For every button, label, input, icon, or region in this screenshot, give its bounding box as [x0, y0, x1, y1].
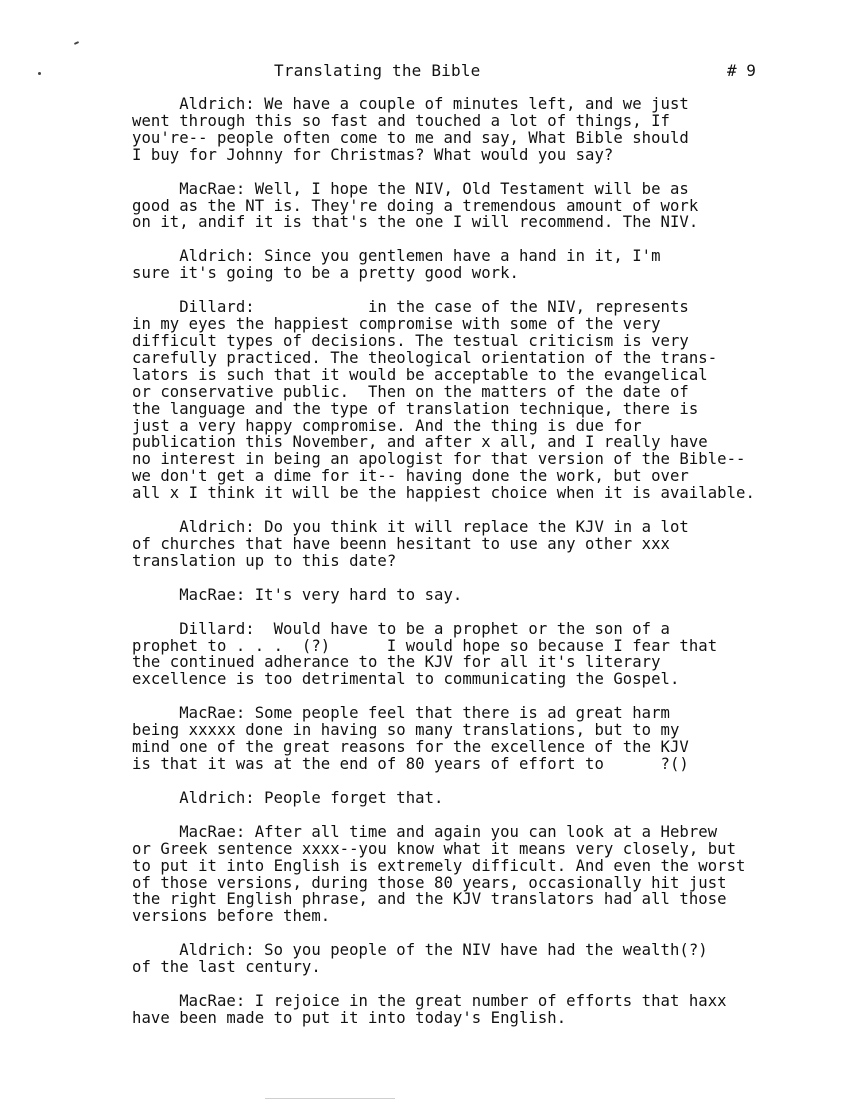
paragraph: [132, 587, 832, 604]
text-line: lators is such that it would be acceptable to the evangelical: [132, 365, 708, 384]
text-line: Aldrich: Since you gentlemen have a hand in it, I'm: [132, 247, 661, 266]
text-line: the continued adherance to the KJV for all it's literary: [132, 653, 661, 672]
text-line: on it, andif it is that's the one I will recommend. The NIV.: [132, 213, 699, 232]
text-line: MacRae: After all time and again you can look at a Hebrew: [132, 822, 718, 841]
text-line: being xxxxx done in having so many translations, but to my: [132, 721, 680, 740]
text-line: excellence is too detrimental to communicating the Gospel.: [132, 670, 680, 689]
text-line: is that it was at the end of 80 years of effort to ?(): [132, 755, 689, 773]
text-line: you're-- people often come to me and say, What Bible should: [132, 128, 689, 147]
text-line: we don't get a dime for it-- having done the work, but over: [132, 467, 689, 486]
text-line: went through this so fast and touched a lot of things, If: [132, 111, 670, 130]
text-line: difficult types of decisions. The testual criticism is very: [132, 331, 689, 350]
text-line: no interest in being an apologist for that version of the Bible--: [132, 450, 746, 469]
text-line: in my eyes the happiest compromise with some of the very: [132, 315, 661, 334]
text-line: sure it's going to be a pretty good work.: [132, 264, 519, 283]
paragraph: [132, 519, 832, 570]
text-line: or conservative public. Then on the matters of the date of: [132, 382, 689, 401]
text-line: publication this November, and after x all, and I really have: [132, 433, 708, 452]
text-line: I buy for Johnny for Christmas? What would you say?: [132, 145, 614, 164]
text-line: prophet to . . . (?) I would hope so because I fear that: [132, 636, 718, 655]
paragraph: [132, 96, 832, 164]
paragraph: [132, 621, 832, 689]
text-line: good as the NT is. They're doing a tremendous amount of work: [132, 196, 699, 215]
text-line: carefully practiced. The theological orientation of the trans-: [132, 348, 718, 367]
text-line: all x I think it will be the happiest choice when it is available.: [132, 484, 755, 503]
text-line: Aldrich: So you people of the NIV have had the wealth(?): [132, 941, 708, 960]
text-line: the right English phrase, and the KJV translators had all those: [132, 890, 727, 909]
text-line: Aldrich: We have a couple of minutes left, and we just: [132, 95, 689, 113]
text-line: Aldrich: Do you think it will replace the KJV in a lot: [132, 518, 689, 537]
text-line: Dillard: in the case of the NIV, represents: [132, 298, 689, 317]
text-line: MacRae: Some people feel that there is ad great harm: [132, 704, 670, 723]
paragraph: [132, 181, 832, 232]
stray-mark: [74, 41, 79, 45]
page-title: Translating the Bible: [274, 61, 481, 80]
text-line: of churches that have beenn hesitant to use any other xxx: [132, 534, 670, 553]
text-line: have been made to put it into today's English.: [132, 1008, 567, 1027]
text-line: mind one of the great reasons for the excellence of the KJV: [132, 738, 689, 757]
text-line: of those versions, during those 80 years, occasionally hit just: [132, 873, 727, 892]
text-line: to put it into English is extremely difficult. And even the worst: [132, 856, 746, 875]
text-line: the language and the type of translation technique, there is: [132, 399, 699, 418]
paragraph: [132, 248, 832, 282]
paragraph: [132, 942, 832, 976]
paragraph: [132, 790, 832, 807]
page-number: # 9: [727, 61, 756, 80]
text-line: translation up to this date?: [132, 551, 397, 570]
footer-smudge: [265, 1098, 395, 1099]
text-line: Aldrich: People forget that.: [132, 788, 444, 807]
paragraph: [132, 299, 832, 502]
text-line: just a very happy compromise. And the thing is due for: [132, 416, 642, 435]
document-body: [132, 96, 832, 1044]
text-line: versions before them.: [132, 907, 331, 926]
paragraph: [132, 705, 832, 773]
text-line: MacRae: I rejoice in the great number of efforts that haxx: [132, 992, 727, 1011]
text-line: MacRae: It's very hard to say.: [132, 585, 463, 604]
text-line: of the last century.: [132, 958, 321, 977]
paragraph: [132, 993, 832, 1027]
stray-mark: [38, 72, 41, 75]
text-line: or Greek sentence xxxx--you know what it means very closely, but: [132, 839, 737, 858]
text-line: MacRae: Well, I hope the NIV, Old Testament will be as: [132, 179, 689, 198]
paragraph: [132, 824, 832, 925]
text-line: Dillard: Would have to be a prophet or the son of a: [132, 619, 670, 638]
